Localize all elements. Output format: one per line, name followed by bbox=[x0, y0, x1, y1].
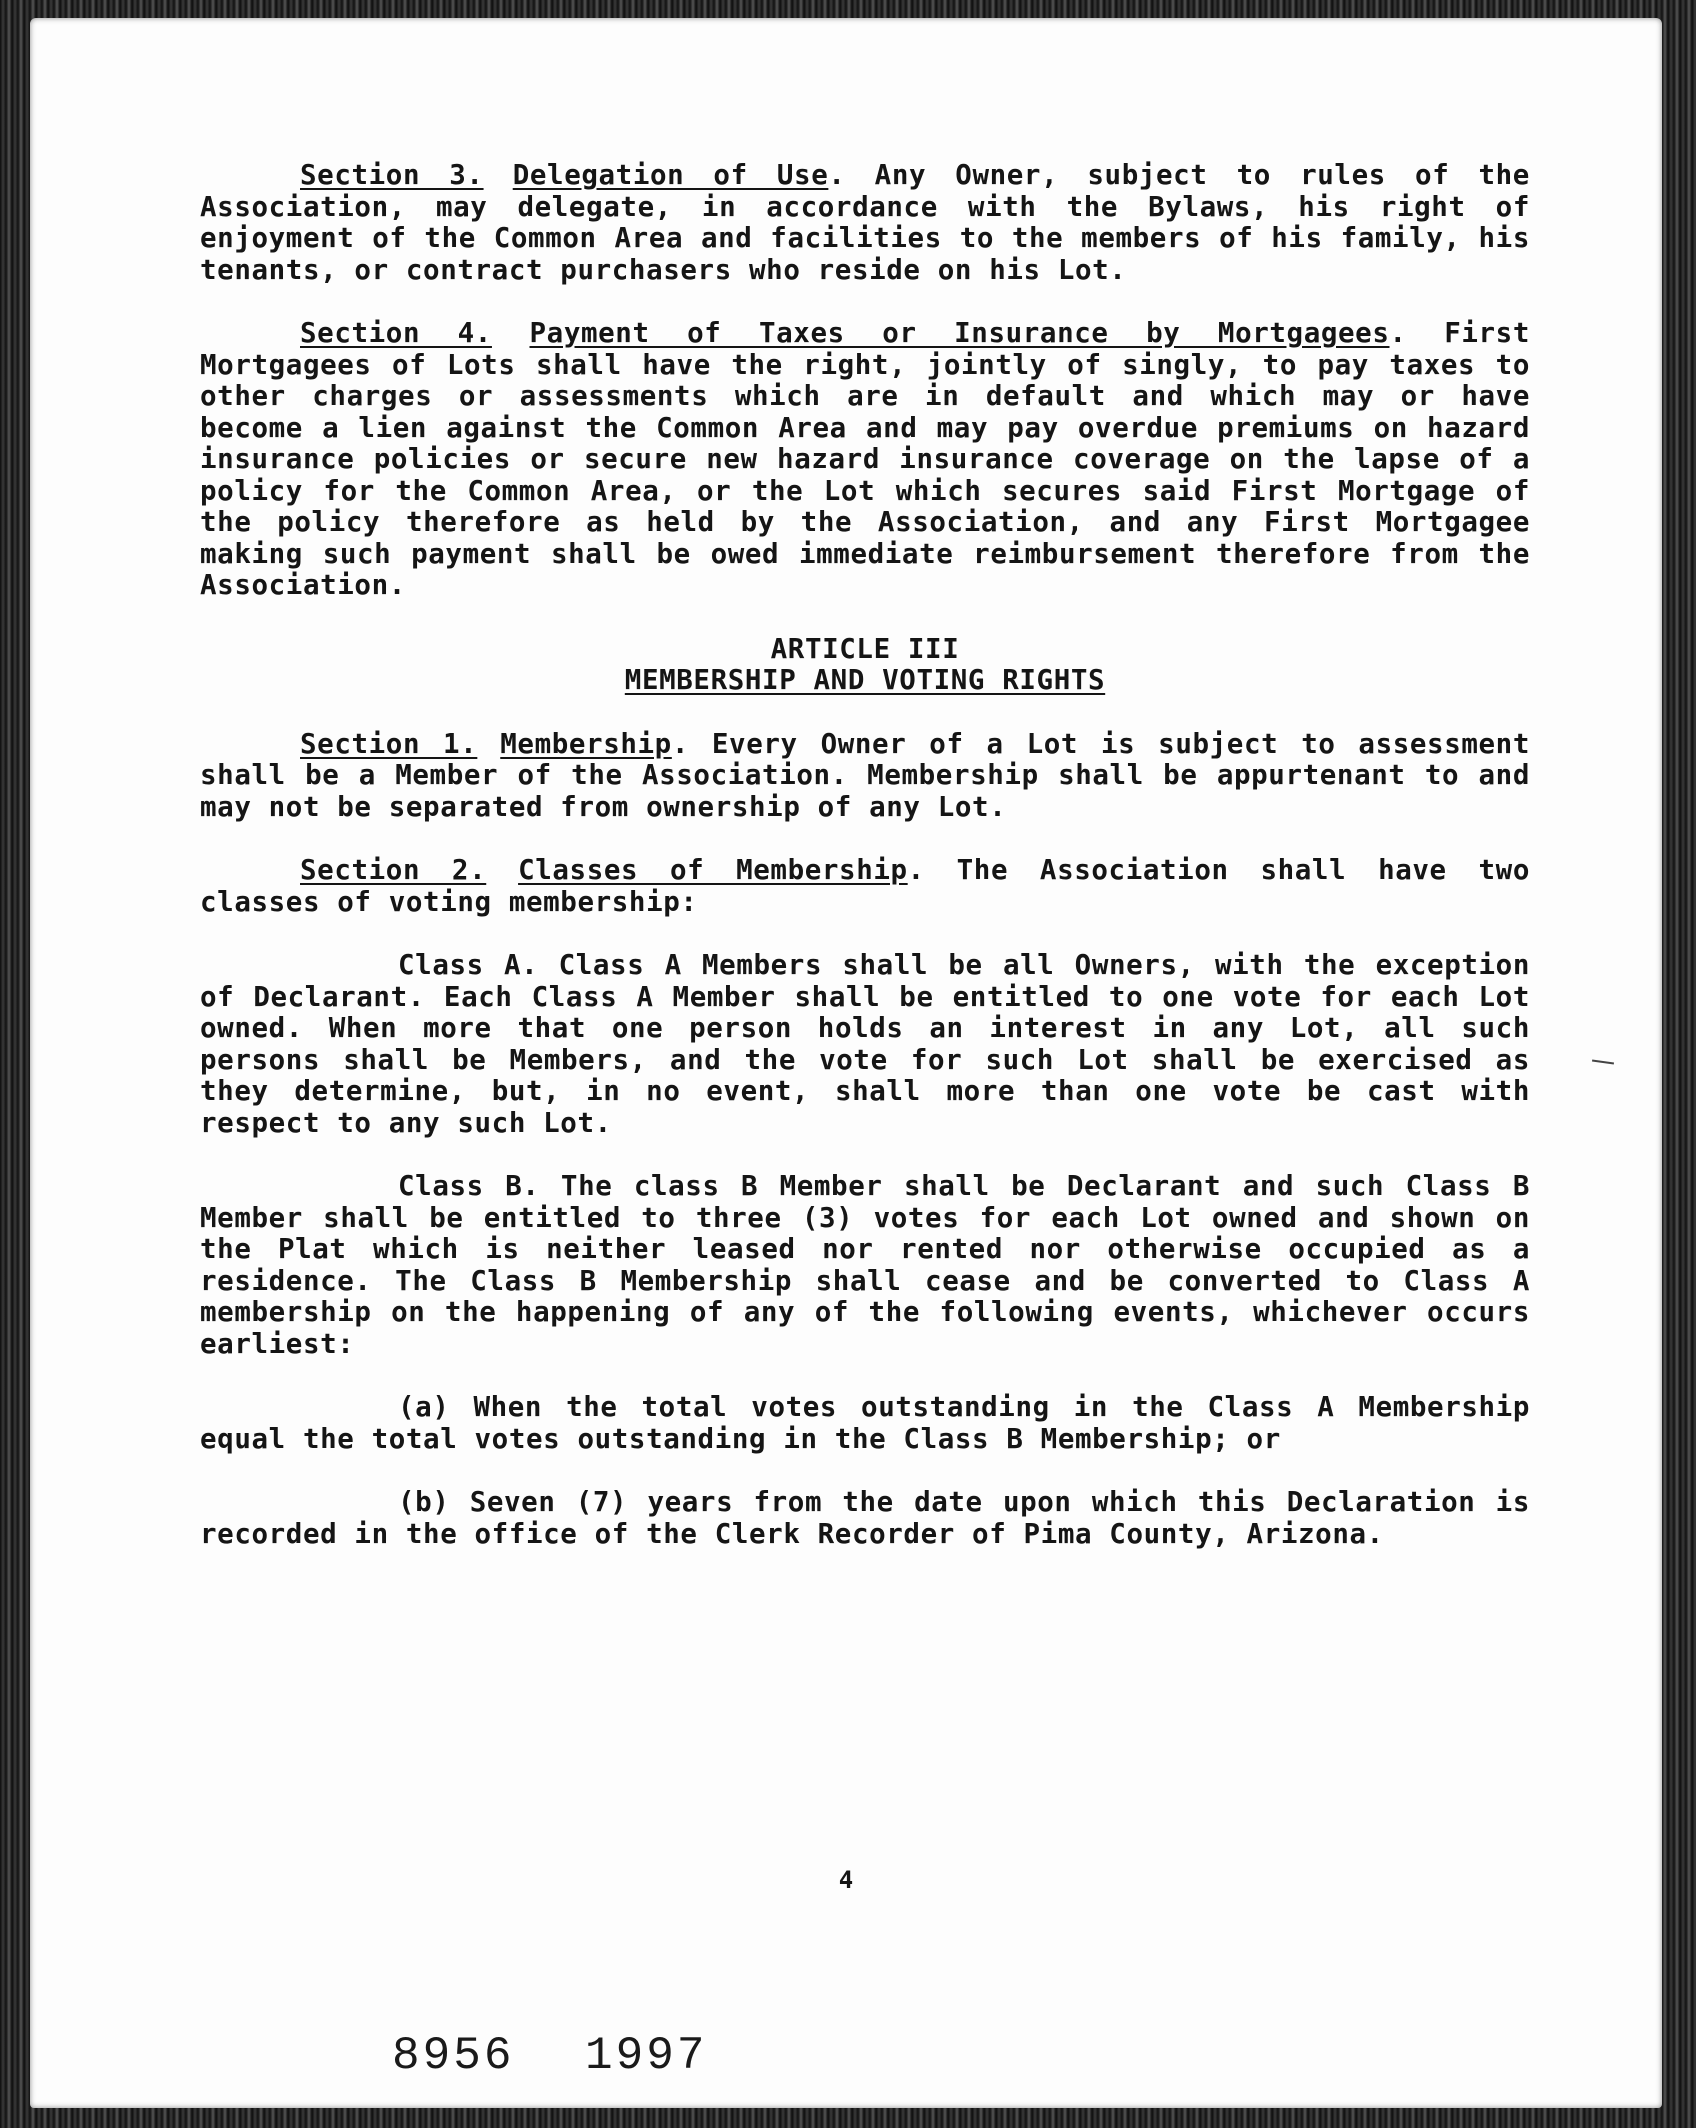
article-section-1-body: . Every Owner of a Lot is subject to assessment shall be a Member of the Association. Membership shall be appurtenant to and may not be separated from ownership of any Lot. bbox=[200, 727, 1530, 823]
scan-mark bbox=[1592, 1059, 1614, 1064]
section-4-heading: Section 4. bbox=[300, 317, 492, 349]
document-body bbox=[200, 160, 1530, 1582]
section-4-paragraph bbox=[200, 318, 1530, 602]
section-3-paragraph bbox=[200, 160, 1530, 286]
article-section-2-heading: Section 2. bbox=[300, 854, 487, 886]
section-4-title: Payment of Taxes or Insurance by Mortgagees bbox=[529, 317, 1390, 349]
article-section-2-body: . The Association shall have two classes of voting membership: bbox=[200, 854, 1530, 918]
page-number: 4 bbox=[838, 1866, 854, 1894]
article-section-1-heading: Section 1. bbox=[300, 727, 478, 760]
article-number: ARTICLE III bbox=[770, 632, 960, 665]
class-b-paragraph: Class B. The class B Member shall be Declarant and such Class B Member shall be entitled to three (3) votes for each Lot owned and shown on the Plat which is neither leased nor rented nor otherwise occupied as a residence. The Class B Membership shall cease and be converted to Class A membership on the happening of any of the following events, whichever occurs earliest: bbox=[200, 1170, 1530, 1360]
item-b-paragraph: (b) Seven (7) years from the date upon which this Declaration is recorded in the office of the Clerk Recorder of Pima County, Arizona. bbox=[200, 1486, 1530, 1550]
article-section-1-paragraph bbox=[200, 729, 1530, 824]
article-title: MEMBERSHIP AND VOTING RIGHTS bbox=[624, 664, 1106, 696]
document-page bbox=[30, 18, 1662, 2108]
item-a-paragraph: (a) When the total votes outstanding in the Class A Membership equal the total votes outstanding in the Class B Membership; or bbox=[200, 1391, 1530, 1455]
section-3-title: Delegation of Use bbox=[512, 159, 829, 191]
section-4-body: . First Mortgagees of Lots shall have the right, jointly of singly, to pay taxes to other charges or assessments which are in default and which may or have become a lien against the Common Area and may pay overdue premiums on hazard insurance policies or secure new hazard insurance coverage on the lapse of a policy for the Common Area, or the Lot which secures said First Mortgage of the policy therefore as held by the Association, and any First Mortgagee making such payment shall be owed immediate reimbursement therefore from the Association. bbox=[200, 317, 1530, 601]
section-3-heading: Section 3. bbox=[300, 159, 484, 191]
article-title-line bbox=[200, 665, 1530, 697]
article-section-2-title: Classes of Membership bbox=[518, 854, 908, 886]
article-section-2-paragraph bbox=[200, 855, 1530, 918]
recording-stamp: 8956 1997 bbox=[392, 2030, 708, 2082]
article-section-1-title: Membership bbox=[500, 727, 672, 760]
section-3-body: . Any Owner, subject to rules of the Association, may delegate, in accordance with the Bylaws, his right of enjoyment of the Common Area and facilities to the members of his family, his tenants, or contract purchasers who reside on his Lot. bbox=[200, 159, 1530, 286]
class-a-paragraph: Class A. Class A Members shall be all Owners, with the exception of Declarant. Each Class A Member shall be entitled to one vote for each Lot owned. When more that one person holds an interest in any Lot, all such persons shall be Members, and the vote for such Lot shall be exercised as they determine, but, in no event, shall more than one vote be cast with respect to any such Lot. bbox=[200, 949, 1530, 1139]
